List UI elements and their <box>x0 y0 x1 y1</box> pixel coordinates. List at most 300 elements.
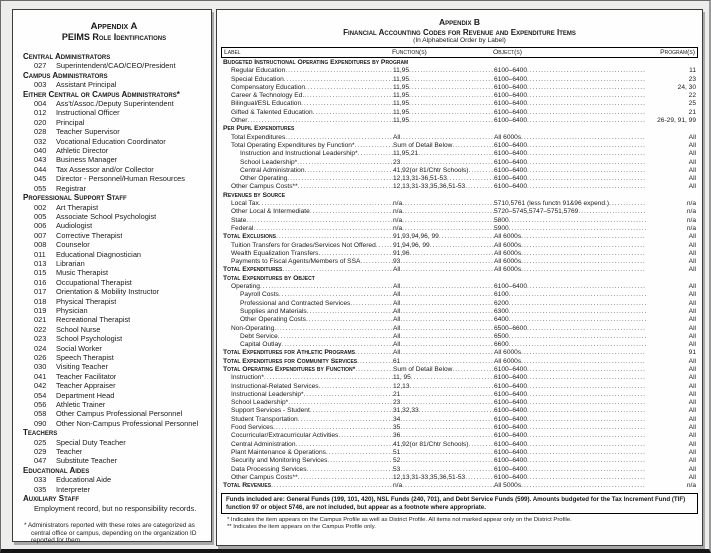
column-header-function: Function(s) <box>392 49 427 56</box>
cell-object <box>494 457 646 465</box>
role-item <box>23 108 205 117</box>
cell-label <box>223 300 393 308</box>
dot-leader <box>338 432 393 440</box>
cell-program <box>646 92 696 100</box>
cell-label <box>223 117 393 125</box>
role-item <box>23 297 205 306</box>
label-text: Other Operating <box>240 175 288 183</box>
role-code: 004 <box>34 99 47 109</box>
cell-program <box>646 399 696 407</box>
role-item <box>23 278 205 287</box>
dot-leader <box>527 424 646 432</box>
role-code: 042 <box>34 381 47 391</box>
program-text: All <box>688 266 696 274</box>
cell-label <box>223 150 393 158</box>
cell-object <box>494 100 646 108</box>
dot-leader <box>400 266 494 274</box>
dot-leader <box>521 358 646 366</box>
cell-object <box>494 325 646 333</box>
dot-leader <box>527 391 646 399</box>
program-text: All <box>688 249 696 257</box>
cell-program <box>646 424 696 432</box>
label-text: Central Administration <box>240 166 305 174</box>
dot-leader <box>527 283 646 291</box>
role-code: 027 <box>34 61 47 71</box>
cell-function <box>393 416 494 424</box>
object-text: 6100–6400 <box>494 424 528 432</box>
program-text: All <box>688 166 696 174</box>
function-text: 11,95 <box>393 117 410 125</box>
table-row <box>221 424 698 432</box>
cell-label <box>223 167 393 175</box>
function-text: 93 <box>393 258 401 266</box>
table-row <box>221 291 698 299</box>
cell-function <box>393 383 494 391</box>
cell-label <box>223 333 393 341</box>
role-item <box>23 447 205 456</box>
role-item <box>23 240 205 249</box>
cell-program <box>646 374 696 382</box>
object-text: 6100–6400 <box>494 175 528 183</box>
dot-leader <box>410 383 494 391</box>
role-code: 035 <box>34 484 47 494</box>
cell-program <box>646 225 696 233</box>
cell-program <box>646 449 696 457</box>
object-text: 6100–6400 <box>494 440 528 448</box>
dot-leader <box>409 100 494 108</box>
dot-leader <box>319 383 393 391</box>
dot-leader <box>306 316 393 324</box>
dot-leader <box>527 366 646 374</box>
program-text: All <box>688 448 696 456</box>
cell-program <box>646 76 696 84</box>
label-text: Student Transportation <box>231 415 298 423</box>
role-item <box>23 165 205 174</box>
object-text: 6100–6400 <box>494 108 528 116</box>
dot-leader <box>419 407 494 415</box>
dot-leader <box>357 358 393 366</box>
function-text: 12,13 <box>393 382 410 390</box>
program-text: All <box>688 299 696 307</box>
function-text: All <box>393 133 401 141</box>
cell-program <box>646 208 696 216</box>
cell-program <box>646 159 696 167</box>
cell-function <box>393 449 494 457</box>
dot-leader <box>246 217 393 225</box>
cell-object <box>494 424 646 432</box>
dot-leader <box>400 300 494 308</box>
dot-leader <box>304 391 393 399</box>
cell-program <box>646 416 696 424</box>
cell-object <box>494 283 646 291</box>
dot-leader <box>469 441 495 449</box>
function-text: 11,95 <box>393 92 410 100</box>
dot-leader <box>430 242 494 250</box>
cell-function <box>393 424 494 432</box>
role-code: 007 <box>34 230 47 240</box>
program-text: All <box>688 399 696 407</box>
role-label: Art Therapist <box>56 202 99 212</box>
role-code: 024 <box>34 343 47 353</box>
section-row: Per Pupil Expenditures <box>223 125 295 133</box>
role-label: Athletic Trainer <box>56 400 106 410</box>
cell-program <box>646 383 696 391</box>
program-text: All <box>688 141 696 149</box>
label-text: Payments to Fiscal Agents/Members of SSA <box>231 258 361 266</box>
cell-program <box>646 100 696 108</box>
role-item <box>23 306 205 315</box>
role-item <box>23 353 205 362</box>
function-text: 41,92(or 81/Chtr Schools) <box>393 166 469 174</box>
role-item <box>23 99 205 108</box>
cell-function <box>393 100 494 108</box>
dot-leader <box>400 258 494 266</box>
table-row <box>221 482 698 490</box>
label-text: Central Administration <box>231 440 296 448</box>
dot-leader <box>350 300 393 308</box>
table-row <box>221 466 698 474</box>
function-text: 53 <box>393 465 401 473</box>
section-header: Educational Aides <box>23 465 90 475</box>
role-label: School Nurse <box>56 324 101 334</box>
table-row <box>221 76 698 84</box>
dot-leader <box>521 266 646 274</box>
cell-object <box>494 300 646 308</box>
cell-object <box>494 150 646 158</box>
dot-leader <box>409 76 494 84</box>
function-text: 91,94,96, 99 <box>393 241 430 249</box>
cell-program <box>646 134 696 142</box>
cell-label <box>223 366 393 374</box>
role-label: Assistant Principal <box>56 80 117 90</box>
table-row <box>221 84 698 92</box>
program-text: All <box>688 365 696 373</box>
label-text: Instruction* <box>231 374 264 382</box>
table-row <box>221 225 698 233</box>
role-item <box>23 184 205 193</box>
dot-leader <box>285 134 393 142</box>
dot-leader <box>527 167 646 175</box>
function-text: n/a <box>393 216 403 224</box>
table-row <box>221 159 698 167</box>
role-code: 041 <box>34 371 47 381</box>
dot-leader <box>447 175 494 183</box>
program-text: All <box>688 432 696 440</box>
function-text: All <box>393 332 401 340</box>
label-text: Capital Outlay <box>240 341 282 349</box>
object-text: 5800 <box>494 216 509 224</box>
role-item <box>23 127 205 136</box>
role-item <box>23 155 205 164</box>
role-code: 021 <box>34 315 47 325</box>
table-row <box>221 242 698 250</box>
program-text: 24, 30 <box>677 83 696 91</box>
role-label: Physical Therapist <box>56 296 117 306</box>
cell-program <box>646 291 696 299</box>
cell-program <box>646 258 696 266</box>
role-label: Teacher <box>56 447 83 457</box>
function-text: n/a <box>393 224 403 232</box>
footnote-line: ** Indicates the item appears on the Campus Profile only. <box>227 524 376 531</box>
dot-leader <box>521 134 646 142</box>
dot-leader <box>509 316 646 324</box>
dot-leader <box>521 242 646 250</box>
label-text: Other Campus Costs** <box>231 183 298 191</box>
role-code: 033 <box>34 475 47 485</box>
cell-program <box>646 167 696 175</box>
label-text: School Leadership* <box>231 399 289 407</box>
cell-program <box>646 341 696 349</box>
cell-label <box>223 449 393 457</box>
cell-function <box>393 258 494 266</box>
appendix-b-subtitle: Financial Accounting Codes for Revenue and Expenditure Items <box>343 27 576 37</box>
cell-label <box>223 76 393 84</box>
role-label: School Psychologist <box>56 334 123 344</box>
appendix-b-footnotes <box>221 517 698 531</box>
table-row <box>221 333 698 341</box>
dot-leader <box>410 250 494 258</box>
function-text: All <box>393 316 401 324</box>
dot-leader <box>465 183 494 191</box>
dot-leader <box>307 308 393 316</box>
dot-leader <box>400 449 494 457</box>
cell-program <box>646 474 696 482</box>
dot-leader <box>285 67 393 75</box>
label-text: Total Revenues <box>223 482 272 490</box>
cell-program <box>646 233 696 241</box>
table-row <box>221 300 698 308</box>
dot-leader <box>400 466 494 474</box>
role-item <box>23 372 205 381</box>
dot-leader <box>271 482 393 490</box>
label-text: Tuition Transfers for Grades/Services Not Offered <box>231 241 376 249</box>
section-header: Auxiliary Staff <box>23 494 79 504</box>
label-text: Plant Maintenance & Operations <box>231 448 326 456</box>
role-item <box>23 268 205 277</box>
object-text: All 5000s <box>494 482 522 490</box>
object-text: 6100–6400 <box>494 92 528 100</box>
table-row <box>221 457 698 465</box>
cell-function <box>393 283 494 291</box>
dot-leader <box>355 366 393 374</box>
role-code: 040 <box>34 146 47 156</box>
cell-function <box>393 92 494 100</box>
dot-leader <box>527 466 646 474</box>
program-text: n/a <box>686 482 696 490</box>
cell-label <box>223 208 393 216</box>
role-item <box>23 212 205 221</box>
role-code: 005 <box>34 211 47 221</box>
object-text: 6100–6400 <box>494 183 528 191</box>
cell-object <box>494 358 646 366</box>
dot-leader <box>609 200 646 208</box>
cell-label <box>223 325 393 333</box>
cell-object <box>494 134 646 142</box>
dot-leader <box>527 383 646 391</box>
cell-function <box>393 175 494 183</box>
role-item <box>23 409 205 418</box>
program-text: All <box>688 158 696 166</box>
table-row <box>221 399 698 407</box>
role-label: Other Non-Campus Professional Personnel <box>56 418 199 428</box>
function-text: 11, 95 <box>393 374 411 382</box>
cell-function <box>393 84 494 92</box>
role-label: Audiologist <box>56 221 93 231</box>
dot-leader <box>409 117 494 125</box>
cell-program <box>646 117 696 125</box>
section-header: Teachers <box>23 428 58 438</box>
label-text: Other Local & Intermediate <box>231 208 310 216</box>
dot-leader <box>355 349 393 357</box>
cell-function <box>393 399 494 407</box>
role-label: Principal <box>56 117 85 127</box>
cell-program <box>646 482 696 490</box>
program-text: 11 <box>689 67 696 75</box>
function-text: 21 <box>393 390 401 398</box>
function-text: 52 <box>393 457 401 465</box>
role-label: Tax Assessor and/or Collector <box>56 164 154 174</box>
program-text: All <box>688 341 696 349</box>
program-text: n/a <box>686 208 696 216</box>
object-text: 6100–6400 <box>494 407 528 415</box>
object-text: 5900 <box>494 224 509 232</box>
role-code: 019 <box>34 305 47 315</box>
cell-function <box>393 167 494 175</box>
program-text: n/a <box>686 200 696 208</box>
program-text: All <box>688 457 696 465</box>
role-label: Other Campus Professional Personnel <box>56 409 183 419</box>
dot-leader <box>509 217 646 225</box>
cell-program <box>646 466 696 474</box>
program-text: All <box>688 382 696 390</box>
table-row <box>221 233 698 241</box>
cell-program <box>646 84 696 92</box>
cell-function <box>393 300 494 308</box>
cell-label <box>223 142 393 150</box>
cell-object <box>494 84 646 92</box>
cell-label <box>223 474 393 482</box>
role-code: 056 <box>34 400 47 410</box>
function-text: 12,13,31-33,35,36,51-53 <box>393 183 466 191</box>
role-item <box>23 231 205 240</box>
dot-leader <box>259 200 393 208</box>
function-text: Sum of Detail Below <box>393 141 453 149</box>
role-item <box>23 419 205 428</box>
role-item <box>23 381 205 390</box>
cell-label <box>223 374 393 382</box>
table-row <box>221 358 698 366</box>
funds-note: Funds included are: General Funds (199, 101, 420), NSL Funds (240, 701), and Debt Service Funds (599). Amounts budgeted for the Tax Increment Fund (TIF) function 97 or object 5746, are not included, but appear as a footnote where appropriate. <box>221 493 698 514</box>
cell-program <box>646 441 696 449</box>
role-label: Associate School Psychologist <box>56 211 157 221</box>
dot-leader <box>409 67 494 75</box>
program-text: All <box>688 241 696 249</box>
cell-label <box>223 225 393 233</box>
label-text: Supplies and Materials <box>240 307 307 315</box>
object-text: 5710,5761 (less functn 91&96 expend.) <box>494 200 610 208</box>
cell-label <box>223 100 393 108</box>
dot-leader <box>409 84 494 92</box>
cell-program <box>646 432 696 440</box>
table-row <box>221 100 698 108</box>
function-text: 11,95 <box>393 100 410 108</box>
function-text: n/a <box>393 200 403 208</box>
dot-leader <box>305 167 393 175</box>
dot-leader <box>509 291 646 299</box>
cell-label <box>223 233 393 241</box>
dot-leader <box>400 432 494 440</box>
object-text: 6100 <box>494 291 509 299</box>
label-text: Compensatory Education <box>231 83 306 91</box>
cell-object <box>494 366 646 374</box>
function-text: All <box>393 341 401 349</box>
object-text: All 6000s <box>494 349 522 357</box>
role-code: 045 <box>34 174 47 184</box>
role-label: Athletic Director <box>56 146 109 156</box>
function-text: All <box>393 266 401 274</box>
role-code: 016 <box>34 277 47 287</box>
function-text: 11,95 <box>393 75 410 83</box>
cell-object <box>494 482 646 490</box>
appendix-b-order-note: (In Alphabetical Order by Label) <box>413 37 506 44</box>
cell-function <box>393 183 494 191</box>
dot-leader <box>313 109 393 117</box>
table-row <box>221 67 698 75</box>
object-text: 6100–6400 <box>494 432 528 440</box>
role-code: 022 <box>34 324 47 334</box>
dot-leader <box>297 159 393 167</box>
role-code: 032 <box>34 136 47 146</box>
dot-leader <box>296 441 393 449</box>
role-label: Vocational Education Coordinator <box>56 136 166 146</box>
label-text: Total Exclusions <box>223 233 276 241</box>
cell-object <box>494 92 646 100</box>
dot-leader <box>527 67 646 75</box>
table-row <box>221 167 698 175</box>
cell-object <box>494 250 646 258</box>
cell-program <box>646 250 696 258</box>
role-label: Counselor <box>56 240 90 250</box>
function-text: 91,96 <box>393 249 410 257</box>
dot-leader <box>307 466 394 474</box>
cell-object <box>494 109 646 117</box>
cell-function <box>393 407 494 415</box>
cell-label <box>223 424 393 432</box>
object-text: 6100–6400 <box>494 100 528 108</box>
cell-label <box>223 159 393 167</box>
table-row <box>221 391 698 399</box>
object-text: All 6000s <box>494 258 522 266</box>
dot-leader <box>452 366 494 374</box>
table-header-row <box>221 47 698 58</box>
cell-object <box>494 383 646 391</box>
role-code: 044 <box>34 164 47 174</box>
dot-leader <box>527 175 646 183</box>
cell-program <box>646 325 696 333</box>
role-item <box>23 118 205 127</box>
object-text: 6100–6400 <box>494 473 528 481</box>
cell-function <box>393 341 494 349</box>
cell-function <box>393 316 494 324</box>
object-text: All 6000s <box>494 233 522 241</box>
dot-leader <box>400 134 494 142</box>
cell-function <box>393 217 494 225</box>
function-text: 91,93,94,96, 99 <box>393 233 439 241</box>
role-item <box>23 203 205 212</box>
dot-leader <box>527 76 646 84</box>
table-row <box>221 258 698 266</box>
object-text: 6100–6400 <box>494 365 528 373</box>
